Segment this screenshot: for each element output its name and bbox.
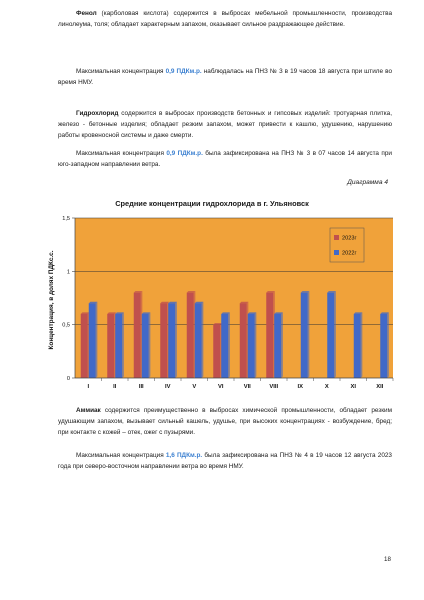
bar-2023г-II [107,312,116,378]
text-fragment: была зафиксирована на ПНЗ № 3 в 07 часов 14 августа при юго-западном направлении ветра. [58,150,392,169]
bar-face [89,303,96,378]
bar-2022г-IV [168,302,177,378]
bar-face [327,293,334,378]
highlight-value: 0,9 ПДКм.р. [165,68,202,75]
bar-side [175,302,177,378]
bar-2023г-VIII [266,291,275,378]
legend-swatch-2023 [334,235,339,240]
bar-chart [0,208,424,408]
x-tick-label: X [324,384,329,390]
bar-2022г-I [89,302,98,378]
legend-swatch-2022 [334,250,339,255]
text-fragment: Максимальная концентрация [76,452,166,459]
x-tick-label: XI [350,384,356,390]
bar-side [334,291,336,378]
highlight-value: 1,6 ПДКм.р. [165,452,203,459]
bar-2022г-VIII [274,312,283,378]
bar-side [96,302,98,378]
bar-2022г-XII [380,312,389,378]
bar-side [202,302,204,378]
bar-2023г-I [81,312,90,378]
y-axis-label: Концентрация, в долях ПДКс.с. [48,250,55,350]
bar-2023г-VI [213,323,222,378]
paragraph-phenol-max [58,66,392,88]
bar-face [221,314,228,378]
bar-face [248,314,255,378]
chart-title: Средние концентрации гидрохлорида в г. Ульяновск [115,199,309,208]
bar-side [228,312,230,378]
bar-2022г-X [327,291,336,378]
bar-face [81,314,88,378]
bar-2022г-VII [248,312,257,378]
hydrochloride-description: содержится в выбросах производств бетонных и гипсовых изделий: тротуарная плитка, железо - бетонные изделия; обладает резким запахом, может привести к кашлю, удушению, нарушению работы кровеносной системы и даже смерти. [58,110,392,140]
highlight-value: 0,9 ПДКм.р. [166,150,203,157]
diagram-caption: Диаграмма 4 [347,179,388,186]
bar-face [195,303,202,378]
legend-box [330,228,364,262]
term-phenol: Фенол [76,10,97,17]
paragraph-phenol [58,8,392,30]
bar-2023г-IV [160,302,169,378]
paragraph-hydrochloride-max [58,148,392,170]
text-fragment: была зафиксирована на ПНЗ № 4 в 19 часов 12 августа 2023 года при северо-восточном направлении ветра во время НМУ. [58,452,392,471]
bar-face [134,293,141,378]
bar-side [122,312,124,378]
term-hydrochloride: Гидрохлорид [76,110,119,117]
text-fragment: Максимальная концентрация [76,150,167,157]
x-tick-label: III [138,384,144,390]
bar-2022г-V [195,302,204,378]
bar-side [149,312,151,378]
x-tick-label: XII [376,384,384,390]
bar-side [308,291,310,378]
bar-2023г-VII [240,302,249,378]
bar-2023г-V [187,291,196,378]
bar-face [142,314,149,378]
x-ticks [87,378,393,390]
paragraph-ammonia-max [58,450,392,472]
x-tick-label: I [87,384,90,390]
x-tick-label: IX [297,384,303,390]
bar-face [115,314,122,378]
bar-face [107,314,114,378]
legend-label-2023: 2023г [342,235,357,242]
bar-2023г-III [134,291,143,378]
bar-2022г-II [115,312,124,378]
term-ammonia: Аммиак [76,407,101,414]
bar-side [361,312,363,378]
x-tick-label: II [113,384,117,390]
x-tick-label: V [192,384,197,390]
bar-side [281,312,283,378]
text-fragment: наблюдалась на ПНЗ № 3 в 19 часов 18 августа при штиле во время НМУ. [58,68,392,87]
y-ticks [62,216,75,382]
bar-face [380,314,387,378]
bar-side [387,312,389,378]
x-tick-label: VII [243,384,251,390]
text-fragment: Максимальная концентрация [76,68,166,75]
ammonia-description: содержится преимущественно в выбросах химической промышленности, обладает резким удушающим запахом, вызывает сильный кашель, удушье, при высоких концентрациях - возбуждение, бред; при контакте с кожей – отек, ожег с пузырями. [58,407,392,437]
x-tick-label: VIII [269,384,279,390]
y-tick-label: 0,5 [62,322,70,329]
y-tick-label: 1 [66,269,70,276]
bar-side [255,312,257,378]
legend [330,228,364,262]
phenol-description: (карболовая кислота) содержится в выбросах мебельной промышленности, производства линолеума, толя; обладает характерным запахом, оказывает сильное раздражающее действие. [58,10,392,29]
y-tick-label: 1,5 [62,216,70,222]
x-tick-label: IV [165,384,171,390]
x-tick-label: VI [218,384,224,390]
bar-face [187,293,194,378]
bar-2022г-XI [354,312,363,378]
bar-2022г-VI [221,312,230,378]
page-number: 18 [384,556,391,563]
bar-2022г-III [142,312,151,378]
y-tick-label: 0 [66,376,70,382]
bar-2022г-IX [301,291,310,378]
bar-face [213,325,220,378]
bar-face [354,314,361,378]
legend-label-2022: 2022г [342,250,357,257]
paragraph-hydrochloride [58,108,392,142]
bar-face [301,293,308,378]
bar-face [240,303,247,378]
bar-face [168,303,175,378]
bar-face [160,303,167,378]
bar-face [274,314,281,378]
bar-face [266,293,273,378]
paragraph-ammonia [58,405,392,439]
